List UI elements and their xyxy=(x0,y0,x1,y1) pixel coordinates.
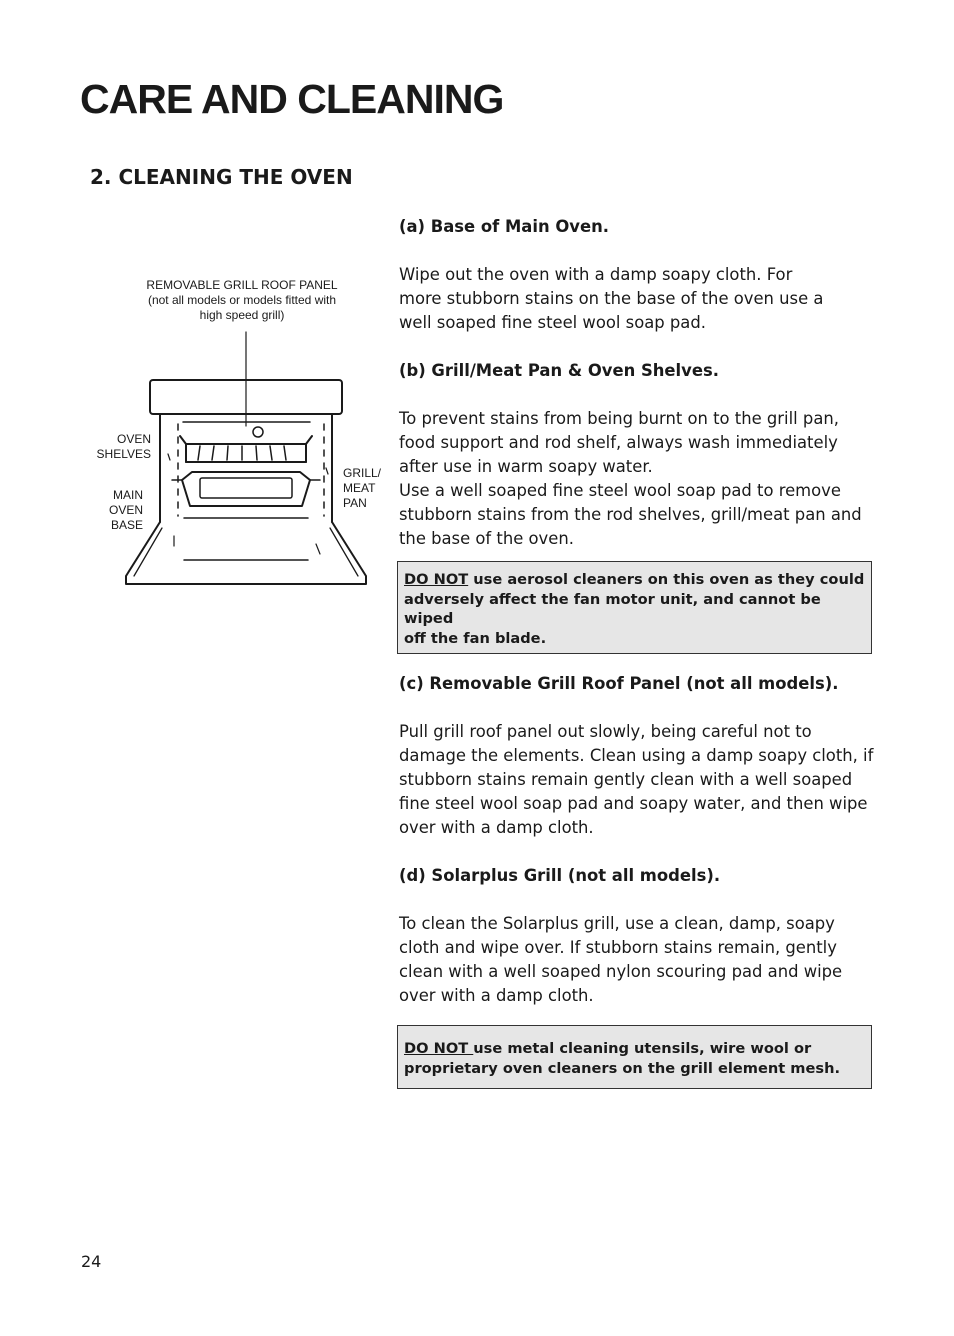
paragraph-line: over with a damp cloth. xyxy=(399,986,594,1005)
label-main-oven-base: MAIN OVEN BASE xyxy=(108,488,143,532)
sections-a-b xyxy=(399,215,874,551)
paragraph-line: fine steel wool soap pad and soapy water, and then wipe xyxy=(399,794,868,813)
heading-base-main-oven: (a) Base of Main Oven. xyxy=(399,217,609,236)
label-roof-panel: REMOVABLE GRILL ROOF PANEL (not all models or models fitted with high speed grill) xyxy=(146,278,338,322)
label-grill-meat-pan: GRILL/ MEAT PAN xyxy=(343,466,382,510)
paragraph-line: more stubborn stains on the base of the oven use a xyxy=(399,289,824,308)
sections-c-d xyxy=(399,672,874,1008)
paragraph-line: cloth and wipe over. If stubborn stains remain, gently xyxy=(399,938,837,957)
paragraph-line: Use a well soaped fine steel wool soap pad to remove xyxy=(399,481,841,500)
warning-emphasis: DO NOT xyxy=(404,1040,474,1057)
paragraph-line: damage the elements. Clean using a damp soapy cloth, if xyxy=(399,746,874,765)
heading-grill-roof-panel: (c) Removable Grill Roof Panel (not all models). xyxy=(399,674,839,693)
paragraph-line: the base of the oven. xyxy=(399,529,574,548)
heading-grill-meat-pan: (b) Grill/Meat Pan & Oven Shelves. xyxy=(399,361,719,380)
warning-box-aerosol: DO NOT use aerosol cleaners on this oven as they could adversely affect the fan motor unit, and cannot be wiped off the fan blade. xyxy=(397,561,872,654)
paragraph-line: Pull grill roof panel out slowly, being careful not to xyxy=(399,722,812,741)
paragraph-line: To prevent stains from being burnt on to the grill pan, xyxy=(399,409,839,428)
paragraph-line: stubborn stains remain gently clean with a well soaped xyxy=(399,770,853,789)
page-title: CARE AND CLEANING xyxy=(80,76,504,122)
paragraph-line: To clean the Solarplus grill, use a clean, damp, soapy xyxy=(399,914,835,933)
paragraph-line: Wipe out the oven with a damp soapy cloth. For xyxy=(399,265,793,284)
warning-emphasis: DO NOT xyxy=(404,571,469,588)
paragraph-line: stubborn stains from the rod shelves, grill/meat pan and xyxy=(399,505,862,524)
heading-solarplus-grill: (d) Solarplus Grill (not all models). xyxy=(399,866,721,885)
paragraph-line: after use in warm soapy water. xyxy=(399,457,653,476)
warning-box-metal-utensils: DO NOT use metal cleaning utensils, wire wool or proprietary oven cleaners on the grill element mesh. xyxy=(397,1025,872,1089)
section-title: 2. CLEANING THE OVEN xyxy=(90,165,353,189)
paragraph-line: over with a damp cloth. xyxy=(399,818,594,837)
paragraph-line: food support and rod shelf, always wash immediately xyxy=(399,433,838,452)
paragraph-line: clean with a well soaped nylon scouring pad and wipe xyxy=(399,962,843,981)
oven-diagram xyxy=(88,274,388,594)
label-oven-shelves: OVEN SHELVES xyxy=(96,432,151,461)
page-number: 24 xyxy=(81,1252,102,1271)
paragraph-line: well soaped fine steel wool soap pad. xyxy=(399,313,706,332)
